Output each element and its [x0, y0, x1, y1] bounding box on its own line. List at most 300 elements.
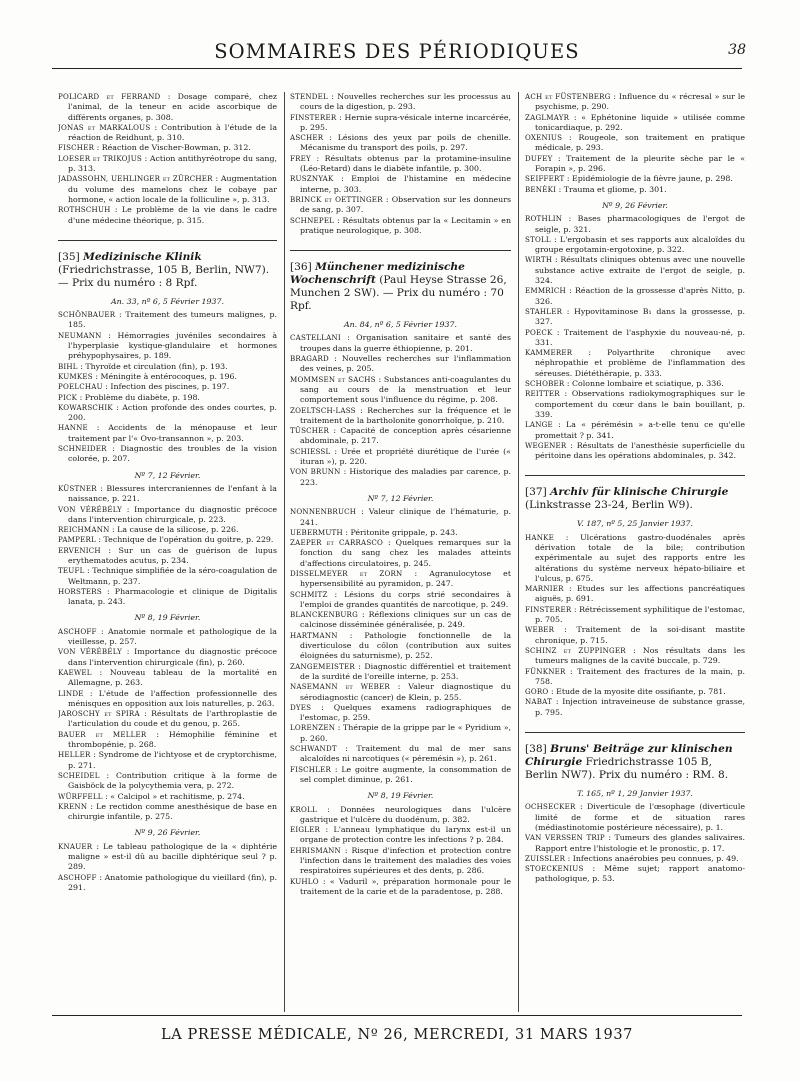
article-entry [290, 569, 511, 590]
author-name: KÜSTNER [58, 483, 97, 493]
author-name: FISCHLER [290, 764, 332, 774]
journal-number: [35] [58, 250, 80, 263]
article-title: : Infection des piscines, p. 197. [105, 382, 230, 392]
author-name: SCHWANDT [290, 744, 337, 754]
article-title: : Ulcérations gastro-duodénales après dérivation totale de la bile; contribution expérimentale au sujet des rapports entre les altérations du système nerveux hépato-biliaire et l'ulcus, p. 675. [535, 532, 745, 583]
article-entry [290, 447, 511, 468]
page-footer [52, 1015, 742, 1055]
article-entry [525, 214, 745, 235]
article-title: : Le tableau pathologique de la « diphtérie maligne » est-il dû au bacille diphtérique seul ? p. 289. [68, 841, 277, 872]
journal-heading [58, 251, 277, 290]
article-title: : Résultats de l'anesthésie superficielle du péritoine dans les opérations abdominales, p. 342. [535, 440, 745, 461]
article-entry [290, 610, 511, 631]
author-name: NONNENBRUCH [290, 507, 357, 517]
article-entry [525, 687, 745, 697]
journal-name: Medizinische Klinik [83, 250, 202, 263]
article-entry [525, 389, 745, 420]
journal-details: (Paul Heyse Strasse 26, Munchen 2 SW). — Prix du numéro : 70 Rpf. [290, 274, 507, 313]
article-entry [525, 697, 745, 718]
article-entry [290, 375, 511, 406]
article-title: : Péritonite grippale, p. 243. [345, 527, 458, 537]
article-entry [525, 802, 745, 833]
author-name: SCHINZ et ZUPPINGER [525, 645, 626, 655]
issue-heading: An. 84, nº 6, 5 Février 1937. [343, 320, 458, 330]
author-name: HANNE [58, 423, 88, 433]
author-name: SCHMITZ [290, 589, 328, 599]
article-entry [290, 682, 511, 703]
author-name: OXENIUS [525, 133, 563, 143]
column-right [525, 92, 745, 1012]
article-title: : Anatomie normale et pathologique de la vieillesse, p. 257. [68, 626, 277, 647]
article-title: : Blessures intercraniennes de l'enfant à la naissance, p. 221. [68, 483, 277, 504]
author-name: KRENN [58, 801, 88, 811]
author-name: FINSTERER [290, 112, 337, 122]
article-entry [290, 406, 511, 427]
article-title: : Problème du diabète, p. 198. [79, 392, 200, 402]
article-title: : Traitement de l'asphyxie du nouveau-né, p. 331. [535, 327, 745, 347]
article-title: : Urée et propriété diurétique de l'urée (« ituran »), p. 220. [300, 446, 511, 467]
article-title: : Colonne lombaire et sciatique, p. 336. [566, 379, 724, 389]
article-entry [525, 235, 745, 256]
author-name: TÜSCHER [290, 426, 330, 436]
article-entry [525, 185, 745, 195]
author-name: ROTHSCHUH [58, 205, 111, 215]
author-name: POECK [525, 327, 553, 337]
journal-number: [38] [525, 743, 547, 756]
author-name: EMMRICH [525, 286, 566, 296]
article-entry [58, 403, 277, 424]
article-title: : Influence du « récresal » sur le psychisme, p. 290. [535, 92, 745, 112]
article-entry [290, 333, 511, 354]
article-title: : Infections anaérobies peu connues, p. 49. [567, 853, 739, 863]
article-entry [58, 444, 277, 465]
author-name: KOWARSCHIK [58, 402, 113, 412]
author-name: BRINCK et OETTINGER [290, 194, 383, 204]
column-left [58, 92, 277, 1012]
author-name: SEIFFERT [525, 174, 565, 184]
issue-heading: Nº 7, 12 Février. [134, 470, 201, 480]
article-entry [290, 805, 511, 826]
journal-details: (Linkstrasse 23-24, Berlin W9). [525, 499, 693, 512]
article-title: : Résultats obtenus par la « Lecitamin » en pratique neurologique, p. 308. [300, 215, 511, 235]
article-entry [58, 92, 277, 123]
article-entry [525, 154, 745, 175]
article-entry [58, 709, 277, 730]
article-entry [525, 441, 745, 462]
article-entry [58, 331, 277, 362]
article-entry [58, 484, 277, 505]
article-title: : Traitement de la soi-disant mastite chronique, p. 715. [535, 625, 745, 645]
article-title: : Résultats cliniques obtenus avec une nouvelle substance active extraite de l'ergot de seigle, p. 324. [535, 255, 745, 286]
journal-details: (Friedrichstrasse, 105 B, Berlin, NW7). — Prix du numéro : 8 Rpf. [58, 263, 270, 289]
article-entry [290, 195, 511, 216]
journal-number: [36] [290, 261, 312, 274]
author-name: UEBERMUTH [290, 527, 343, 537]
article-title: : Emploi de l'histamine en médecine interne, p. 303. [300, 174, 511, 194]
article-entry [290, 174, 511, 195]
article-title: : L'anneau lymphatique du larynx est-il un organe de protection contre les infections ? p. 284. [300, 825, 511, 845]
page-header [52, 38, 746, 72]
author-name: LINDE [58, 688, 84, 698]
author-name: BLANCKENBURG [290, 610, 358, 620]
article-entry [290, 846, 511, 877]
article-title: : Rétrécissement syphilitique de l'estomac, p. 705. [535, 604, 745, 625]
article-entry [525, 307, 745, 328]
article-entry [58, 802, 277, 823]
article-entry [525, 348, 745, 379]
section-rule [58, 240, 277, 241]
article-title: : Syndrome de l'ichtyose et de cryptorchisme, p. 271. [68, 750, 277, 770]
article-entry [525, 833, 745, 854]
article-title: : Tumeurs des glandes salivaires. Rapport entre l'histologie et le pronostic, p. 17. [535, 833, 745, 853]
article-title: : Importance du diagnostic précoce dans l'intervention chirurgicale (fin), p. 260. [68, 647, 277, 667]
article-title: : Polyarthrite chronique avec néphropathie et problème de l'inflammation des séreuses. Diététhérapie, p. 333. [535, 348, 745, 378]
article-entry [58, 123, 277, 144]
article-entry [58, 647, 277, 668]
author-name: WEGENER [525, 440, 567, 450]
article-title: : Résultats de l'arthroplastie de l'articulation du coude et du genou, p. 265. [68, 709, 277, 729]
author-name: STOECKENIUS [525, 864, 584, 874]
author-name: LANGE [525, 420, 553, 430]
article-title: : Diagnostic des troubles de la vision colorée, p. 207. [68, 444, 277, 464]
article-title: : Observations radiokymographiques sur le comportement du cœur dans le bain bouillant, p. 339. [535, 389, 745, 419]
article-title: : Données neurologiques dans l'ulcère gastrique et l'ulcère du duodénum, p. 382. [300, 804, 511, 824]
author-name: SCHOBER [525, 379, 565, 389]
author-name: VON BRUNN [290, 467, 341, 477]
article-title: : Réflexions cliniques sur un cas de calcinose disséminée généralisée, p. 249. [300, 610, 511, 630]
article-title: : Contribution critique à la forme de Gaisböck de la polycythemia vera, p. 272. [68, 770, 277, 791]
article-title: : La « pérémésin » a-t-elle tenu ce qu'elle promettait ? p. 341. [535, 420, 745, 440]
article-title: : Lésions du corps strié secondaires à l'emploi de grandes quantités de narcotique, p. 249. [300, 589, 511, 609]
article-title: : Technique simplifiée de la séro-coagulation de Weltmann, p. 237. [68, 566, 277, 586]
article-title: : Anatomie pathologique du vieillard (fin), p. 291. [68, 872, 277, 892]
author-name: VAN VERSSEN TRIP [525, 833, 605, 843]
article-entry [525, 646, 745, 667]
article-title: : Nouveau tableau de la mortalité en Allemagne, p. 263. [68, 667, 277, 688]
article-entry [58, 750, 277, 771]
author-name: HANKE [525, 532, 554, 542]
article-title: : Quelques examens radiographiques de l'estomac, p. 259. [300, 702, 511, 723]
article-title: : Méningite à entérocoques, p. 196. [95, 371, 238, 381]
author-name: FISCHER [58, 143, 95, 153]
article-title: : « Vaduril », préparation hormonale pour le traitement de la carie et de la paradentose, p. 288. [300, 876, 511, 896]
column-divider [518, 92, 519, 1012]
article-entry [58, 143, 277, 153]
article-title: : L'étude de l'affection professionnelle des ménisques en opposition aux lois naturelles, p. 263. [68, 688, 277, 708]
author-name: SCHNEIDER [58, 444, 107, 454]
author-name: STENDEL [290, 92, 328, 101]
journal-details: Friedrichstrasse 105 B, Berlin NW7). Prix du numéro : RM. 8. [525, 756, 729, 782]
author-name: NASEMANN et WEBER [290, 682, 390, 692]
journal-name: Bruns' Beiträge zur klinischen Chirurgie [525, 743, 733, 769]
article-title: : Agranulocytose et hypersensibilité au pyramidon, p. 247. [300, 568, 511, 589]
author-name: ZANGEMEISTER [290, 661, 355, 671]
article-title: : Bases pharmacologiques de l'ergot de seigle, p. 321. [535, 214, 745, 234]
author-name: KAMMERER [525, 348, 573, 358]
footer-publication-line: LA PRESSE MÉDICALE, Nº 26, MERCREDI, 31 MARS 1937 [161, 1027, 633, 1043]
article-title: : « Calcipol » et rachitisme, p. 274. [105, 791, 245, 801]
author-name: MARNIER [525, 584, 564, 594]
article-title: : Nouvelles recherches sur les processus au cours de la digestion, p. 293. [300, 92, 511, 112]
article-entry [58, 771, 277, 792]
article-title: : L'ergobasin et ses rapports aux alcaloïdes du groupe ergotamin-ergotoxine, p. 322. [535, 234, 745, 255]
article-title: : Le goitre augmente, la consommation de sel complet diminue, p. 261. [300, 764, 511, 784]
article-entry [290, 133, 511, 154]
article-entry [290, 216, 511, 237]
article-entry [290, 538, 511, 569]
page-number: 38 [728, 42, 746, 58]
author-name: PICK [58, 392, 78, 402]
article-entry [290, 744, 511, 765]
author-name: NEUMANN [58, 330, 102, 340]
article-title: : Thyroïde et circulation (fin), p. 193. [80, 361, 228, 371]
article-entry [58, 730, 277, 751]
article-title: : Hernie supra-vésicale interne incarcérée, p. 295. [300, 112, 511, 132]
article-title: : Importance du diagnostic précoce dans l'intervention chirurgicale, p. 223. [68, 504, 277, 524]
article-title: : Hémorragies juvéniles secondaires à l'hyperplasie kystique-glandulaire et hormones préhypophysaires, p. 189. [68, 330, 277, 361]
article-entry [290, 877, 511, 898]
article-title: : Pathologie fonctionnelle de la diverticulose du côlon (contribution aux suites éloignées du saturnisme), p. 252. [300, 630, 511, 661]
article-entry [290, 528, 511, 538]
author-name: HELLER [58, 750, 91, 760]
author-name: SCHNEPEL [290, 215, 335, 225]
article-entry [290, 113, 511, 134]
article-title: : Action antithyréotrope du sang, p. 313. [68, 153, 277, 174]
footer-rule [52, 1015, 742, 1016]
author-name: OCHSECKER [525, 802, 576, 812]
column-middle [290, 92, 511, 1012]
article-entry [290, 590, 511, 611]
journal-heading [290, 261, 511, 313]
article-title: : Diverticule de l'œsophage (diverticule limité de forme et de situation rares (médiastinotomie postérieure nécessaire), p. 1. [535, 802, 745, 832]
article-entry [290, 723, 511, 744]
author-name: KUHLO [290, 876, 319, 886]
section-rule [525, 732, 745, 733]
article-title: : Sur un cas de guérison de lupus erythematodes acutus, p. 234. [68, 545, 277, 565]
article-title: : Dosage comparé, chez l'animal, de la teneur en acide ascorbique de différents organes, p. 308. [68, 92, 277, 122]
article-entry [525, 328, 745, 349]
section-rule [525, 475, 745, 476]
article-title: : Recherches sur la fréquence et le traitement de la bartholonite gonorrhoïque, p. 210. [300, 405, 511, 425]
article-entry [58, 393, 277, 403]
article-title: : Organisation sanitaire et santé des troupes dans la guerre éthiopienne, p. 201. [300, 333, 511, 353]
article-title: : Le problème de la vie dans le cadre d'une médecine théorique, p. 315. [68, 205, 277, 225]
author-name: BAUER et MELLER [58, 729, 147, 739]
article-title: : Même sujet; rapport anatomo-pathologique, p. 53. [535, 864, 745, 884]
article-title: : Nos résultats dans les tumeurs malignes de la cavité buccale, p. 729. [535, 645, 745, 666]
author-name: DYES [290, 702, 312, 712]
article-entry [525, 379, 745, 389]
issue-heading: Nº 9, 26 Février. [602, 200, 668, 210]
author-name: KROLL [290, 804, 317, 814]
author-name: JADASSOHN, UEHLINGER et ZÜRCHER [58, 174, 213, 184]
article-entry [525, 625, 745, 646]
author-name: ROTHLIN [525, 214, 563, 224]
article-entry [525, 92, 745, 113]
author-name: ERVENICH [58, 545, 101, 555]
article-entry [525, 584, 745, 605]
author-name: FÜNKNER [525, 666, 566, 676]
article-entry [58, 525, 277, 535]
article-entry [525, 420, 745, 441]
article-title: : « Ephétonine liquide » utilisée comme tonicardiaque, p. 292. [535, 112, 745, 132]
author-name: TEUFL [58, 566, 85, 576]
author-name: STOLL [525, 234, 551, 244]
author-name: ZOELTSCH-LASS [290, 405, 356, 415]
author-name: EIGLER [290, 825, 321, 835]
article-entry [525, 667, 745, 688]
article-entry [525, 113, 745, 134]
author-name: DUFEY [525, 153, 553, 163]
article-entry [290, 426, 511, 447]
issue-heading: T. 165, nº 1, 29 Janvier 1937. [577, 789, 693, 799]
author-name: MOMMSEN et SACHS [290, 374, 376, 384]
article-title: : Observation sur les donneurs de sang, p. 307. [300, 194, 511, 215]
issue-heading: Nº 7, 12 Février. [367, 493, 434, 503]
article-title: : Quelques remarques sur la fonction du sang chez les malades atteints d'affections circulatoires, p. 245. [300, 538, 511, 568]
article-title: : Traitement des fractures de la main, p. 758. [535, 666, 745, 686]
header-rule [52, 68, 742, 69]
author-name: POLICARD et FERRAND [58, 92, 161, 101]
author-name: HORSTERS [58, 586, 102, 596]
article-entry [525, 255, 745, 286]
article-title: : Pharmacologie et clinique de Digitalis lanata, p. 243. [68, 586, 277, 607]
article-entry [525, 605, 745, 626]
issue-heading: V. 187, nº 5, 25 Janvier 1937. [576, 519, 694, 529]
author-name: WEBER [525, 625, 555, 635]
page-title: SOMMAIRES DES PÉRIODIQUES [214, 40, 580, 63]
author-name: ASCHOFF [58, 872, 97, 882]
article-entry [58, 382, 277, 392]
article-title: : Traitement des tumeurs malignes, p. 185. [68, 310, 277, 330]
author-name: ZUISSLER [525, 853, 566, 863]
author-name: KAEWEL [58, 667, 92, 677]
article-title: : Valeur clinique de l'hématurie, p. 241. [300, 507, 511, 527]
article-entry [58, 546, 277, 567]
article-title: : Nouvelles recherches sur l'inflammation des veines, p. 205. [300, 354, 511, 374]
author-name: KUMKES [58, 371, 93, 381]
article-title: : Etude de la myosite dite ossifiante, p. 781. [550, 687, 726, 697]
author-name: BRAGARD [290, 354, 329, 364]
journal-number: [37] [525, 486, 547, 499]
article-entry [58, 668, 277, 689]
article-entry [58, 174, 277, 205]
article-title: : Le rectidon comme anesthésique de base en chirurgie infantile, p. 275. [68, 801, 277, 822]
author-name: PAMPERL [58, 535, 96, 545]
author-name: DISSELMEYER et ZORN [290, 568, 403, 578]
article-entry [58, 362, 277, 372]
article-entry [58, 423, 277, 444]
article-entry [525, 854, 745, 864]
article-entry [290, 765, 511, 786]
author-name: FINSTERER [525, 604, 572, 614]
author-name: CASTELLANI [290, 333, 341, 343]
article-title: : Injection intraveineuse de substance grasse, p. 795. [535, 697, 745, 717]
article-entry [290, 507, 511, 528]
article-entry [58, 689, 277, 710]
article-entry [58, 627, 277, 648]
author-name: HARTMANN [290, 630, 338, 640]
author-name: BENÈKI [525, 184, 557, 194]
section-rule [290, 250, 511, 251]
article-title: : Technique de l'opération du goitre, p. 229. [98, 535, 274, 545]
article-title: : Résultats obtenus par la protamine-insuline (Léo-Retard) dans le diabète infantile, p. 300. [300, 153, 511, 174]
author-name: SCHIESSL [290, 446, 331, 456]
article-entry [525, 133, 745, 154]
author-name: GORO [525, 687, 549, 697]
article-title: : Augmentation du volume des mamelons chez le cobaye par hormone, « action locale de la folliculine », p. 313. [68, 174, 277, 204]
issue-heading: Nº 8, 19 Février. [367, 791, 434, 801]
article-entry [290, 825, 511, 846]
author-name: WIRTH [525, 255, 553, 265]
article-title: : Lésions des yeux par poils de chenille. Mécanisme du transport des poils, p. 297. [300, 133, 511, 153]
article-entry [58, 372, 277, 382]
article-title: : Réaction de la grossesse d'après Nitto, p. 326. [535, 286, 745, 306]
article-title: : Thérapie de la grippe par le « Pyridium », p. 260. [300, 723, 511, 743]
article-entry [290, 467, 511, 488]
author-name: BIHL [58, 361, 78, 371]
author-name: ASCHER [290, 133, 324, 143]
article-entry [58, 566, 277, 587]
article-title: : Action profonde des ondes courtes, p. 200. [68, 402, 277, 423]
author-name: STAHLER [525, 306, 563, 316]
author-name: LOESER et TRIKOJUS [58, 153, 142, 163]
author-name: FREY [290, 153, 311, 163]
article-title: : Risque d'infection et protection contre l'infection dans le traitement des maladies des voies respiratoires supérieures et des dents, p. 286. [300, 845, 511, 876]
article-title: : Valeur diagnostique du sérodiagnostic (cancer) de Klein, p. 255. [300, 682, 511, 702]
article-entry [58, 587, 277, 608]
article-entry [58, 873, 277, 894]
article-entry [58, 842, 277, 873]
article-entry [58, 154, 277, 175]
author-name: VON VÉRÉBÉLY [58, 647, 123, 657]
article-entry [290, 662, 511, 683]
author-name: EHRISMANN [290, 845, 341, 855]
article-entry [525, 533, 745, 584]
author-name: ZAEPER et CARRASCO [290, 538, 384, 548]
article-title: : Réaction de Vischer-Bowman, p. 312. [96, 143, 251, 153]
column-divider [284, 92, 285, 1012]
author-name: REITTER [525, 389, 560, 399]
author-name: ZAGLMAYR [525, 112, 570, 122]
article-entry [58, 505, 277, 526]
article-entry [290, 703, 511, 724]
article-title: : Epidémiologie de la fièvre jaune, p. 298. [566, 174, 733, 184]
article-title: : Rougeole, son traitement en pratique médicale, p. 293. [535, 133, 745, 153]
article-entry [58, 535, 277, 545]
author-name: LORENZEN [290, 723, 336, 733]
journal-name: Münchener medizinische Wochenschrift [290, 261, 465, 287]
journal-heading [525, 743, 745, 782]
author-name: NABAT [525, 697, 553, 707]
article-entry [525, 174, 745, 184]
author-name: ASCHOFF [58, 626, 97, 636]
article-entry [525, 864, 745, 885]
author-name: WÜRFFELL [58, 791, 103, 801]
article-title: : Traitement du mal de mer sans alcaloïdes ni narcotiques (« péremésin »), p. 261. [300, 744, 511, 764]
article-title: : Hypovitaminose B₁ dans la grossesse, p. 327. [535, 306, 745, 327]
author-name: ACH et FÜSTENBERG [525, 92, 611, 101]
journal-heading [525, 486, 745, 512]
article-title: : Etudes sur les affections pancréatiques aiguës, p. 691. [535, 584, 745, 604]
author-name: REICHMANN [58, 525, 110, 535]
author-name: JAROSCHY et SPIRA [58, 709, 140, 719]
article-entry [58, 792, 277, 802]
author-name: KNAUER [58, 841, 93, 851]
issue-heading: An. 33, nº 6, 5 Février 1937. [110, 296, 225, 306]
article-entry [290, 354, 511, 375]
article-title: : Traitement de la pleurite sèche par le « Forapin », p. 296. [535, 153, 745, 174]
